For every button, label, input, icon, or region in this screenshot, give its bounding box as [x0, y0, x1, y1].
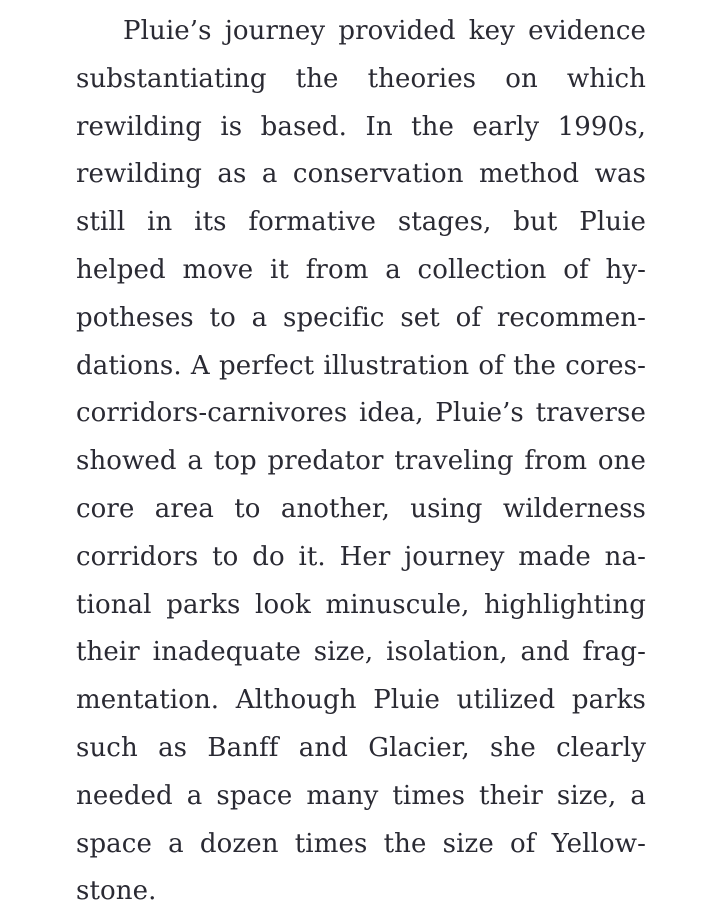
- text-line: rewilding is based. In the early 1990s,: [76, 112, 646, 142]
- text-line: space a dozen times the size of Yellow-: [76, 829, 646, 859]
- text-line: core area to another, using wilderness: [76, 494, 646, 524]
- text-line: helped move it from a collection of hy-: [76, 255, 646, 285]
- text-line: potheses to a specific set of recommen-: [76, 303, 646, 333]
- text-line: rewilding as a conservation method was: [76, 159, 646, 189]
- text-line: their inadequate size, isolation, and frag-: [76, 637, 646, 667]
- text-line: substantiating the theories on which: [76, 64, 646, 94]
- text-line: showed a top predator traveling from one: [76, 446, 646, 476]
- text-line: stone.: [76, 876, 157, 906]
- text-line: needed a space many times their size, a: [76, 781, 646, 811]
- text-line: corridors to do it. Her journey made na-: [76, 542, 646, 572]
- text-line: still in its formative stages, but Pluie: [76, 207, 646, 237]
- text-line: dations. A perfect illustration of the cores-: [76, 351, 646, 381]
- text-line: mentation. Although Pluie utilized parks: [76, 685, 646, 715]
- text-line: corridors-carnivores idea, Pluie’s traverse: [76, 398, 646, 428]
- text-line: such as Banff and Glacier, she clearly: [76, 733, 646, 763]
- text-line: Pluie’s journey provided key evidence: [123, 16, 646, 46]
- text-line: tional parks look minuscule, highlighting: [76, 590, 646, 620]
